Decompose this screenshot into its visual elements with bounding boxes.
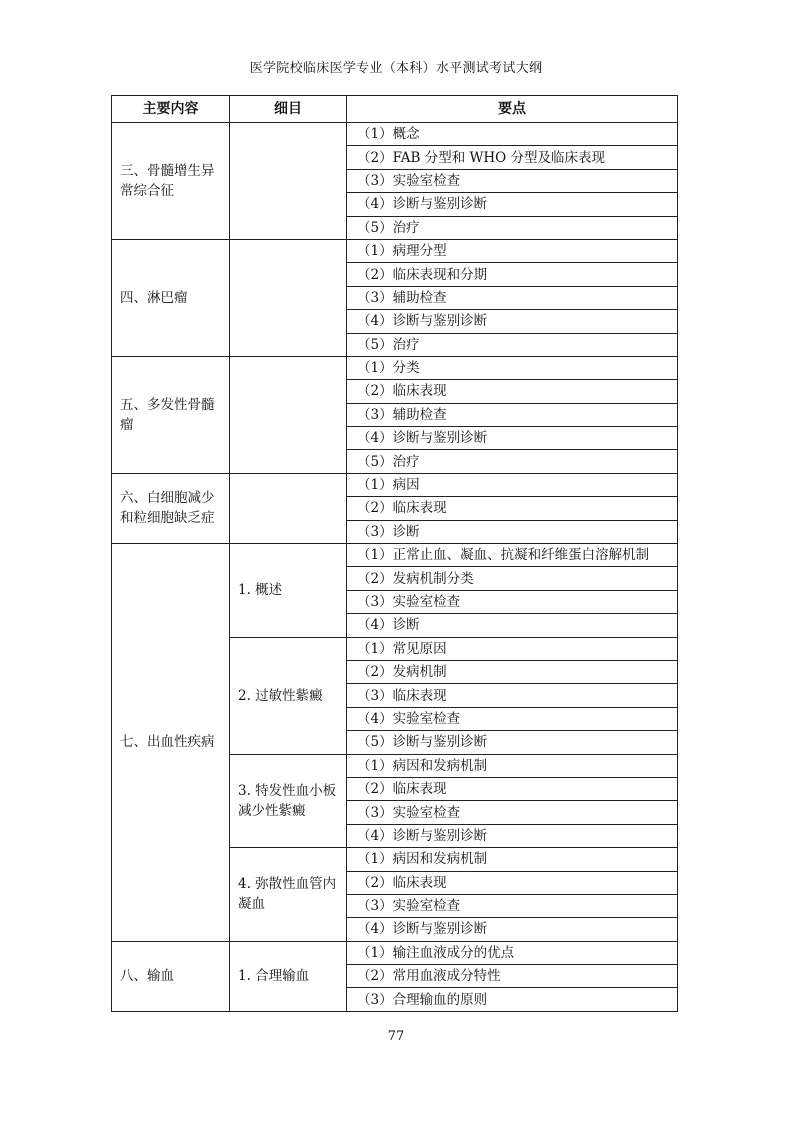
point-cell: （4）诊断与鉴别诊断 xyxy=(347,193,678,216)
point-cell: （3）诊断 xyxy=(347,520,678,543)
point-cell: （4）诊断与鉴别诊断 xyxy=(347,427,678,450)
table-row xyxy=(112,239,678,262)
point-cell: （4）实验室检查 xyxy=(347,707,678,730)
detail-cell: 1. 合理输血 xyxy=(230,941,347,1011)
detail-cell xyxy=(230,239,347,356)
table-row xyxy=(112,356,678,379)
point-cell: （1）病理分型 xyxy=(347,239,678,262)
point-cell: （1）正常止血、凝血、抗凝和纤维蛋白溶解机制 xyxy=(347,544,678,567)
point-cell: （3）临床表现 xyxy=(347,684,678,707)
detail-cell: 3. 特发性血小板减少性紫癜 xyxy=(230,754,347,848)
detail-cell: 1. 概述 xyxy=(230,544,347,638)
page-header: 医学院校临床医学专业（本科）水平测试考试大纲 xyxy=(249,61,543,76)
point-cell: （1）病因和发病机制 xyxy=(347,848,678,871)
point-cell: （3）实验室检查 xyxy=(347,894,678,917)
point-cell: （1）分类 xyxy=(347,356,678,379)
point-cell: （1）病因和发病机制 xyxy=(347,754,678,777)
point-cell: （2）发病机制 xyxy=(347,660,678,683)
point-cell: （2）临床表现 xyxy=(347,497,678,520)
point-cell: （4）诊断与鉴别诊断 xyxy=(347,310,678,333)
topic-cell: 三、骨髓增生异常综合征 xyxy=(112,123,230,240)
detail-cell xyxy=(230,473,347,543)
point-cell: （2）FAB 分型和 WHO 分型及临床表现 xyxy=(347,146,678,169)
point-cell: （3）实验室检查 xyxy=(347,169,678,192)
table-row xyxy=(112,473,678,496)
point-cell: （5）治疗 xyxy=(347,216,678,239)
point-cell: （2）临床表现 xyxy=(347,871,678,894)
point-cell: （2）临床表现 xyxy=(347,380,678,403)
topic-cell: 七、出血性疾病 xyxy=(112,544,230,942)
column-header-main: 主要内容 xyxy=(112,96,230,123)
point-cell: （3）合理输血的原则 xyxy=(347,988,678,1011)
page-number: 77 xyxy=(387,1029,405,1044)
point-cell: （5）治疗 xyxy=(347,450,678,473)
outline-table xyxy=(111,95,678,1012)
outline-body xyxy=(112,123,678,1012)
detail-cell: 4. 弥散性血管内凝血 xyxy=(230,848,347,942)
point-cell: （1）常见原因 xyxy=(347,637,678,660)
table-row xyxy=(112,544,678,567)
point-cell: （1）概念 xyxy=(347,123,678,146)
topic-cell: 六、白细胞减少和粒细胞缺乏症 xyxy=(112,473,230,543)
column-header-points: 要点 xyxy=(347,96,678,123)
point-cell: （4）诊断与鉴别诊断 xyxy=(347,824,678,847)
point-cell: （1）病因 xyxy=(347,473,678,496)
detail-cell xyxy=(230,356,347,473)
detail-cell xyxy=(230,123,347,240)
topic-cell: 八、输血 xyxy=(112,941,230,1011)
point-cell: （3）实验室检查 xyxy=(347,590,678,613)
table-row xyxy=(112,123,678,146)
point-cell: （3）辅助检查 xyxy=(347,403,678,426)
point-cell: （2）临床表现和分期 xyxy=(347,263,678,286)
point-cell: （3）辅助检查 xyxy=(347,286,678,309)
topic-cell: 四、淋巴瘤 xyxy=(112,239,230,356)
point-cell: （4）诊断与鉴别诊断 xyxy=(347,918,678,941)
point-cell: （1）输注血液成分的优点 xyxy=(347,941,678,964)
point-cell: （3）实验室检查 xyxy=(347,801,678,824)
point-cell: （4）诊断 xyxy=(347,614,678,637)
table-header-row xyxy=(112,96,678,123)
column-header-detail: 细目 xyxy=(230,96,347,123)
point-cell: （5）治疗 xyxy=(347,333,678,356)
point-cell: （2）临床表现 xyxy=(347,777,678,800)
point-cell: （2）发病机制分类 xyxy=(347,567,678,590)
topic-cell: 五、多发性骨髓瘤 xyxy=(112,356,230,473)
table-row xyxy=(112,941,678,964)
detail-cell: 2. 过敏性紫癜 xyxy=(230,637,347,754)
point-cell: （5）诊断与鉴别诊断 xyxy=(347,731,678,754)
point-cell: （2）常用血液成分特性 xyxy=(347,965,678,988)
